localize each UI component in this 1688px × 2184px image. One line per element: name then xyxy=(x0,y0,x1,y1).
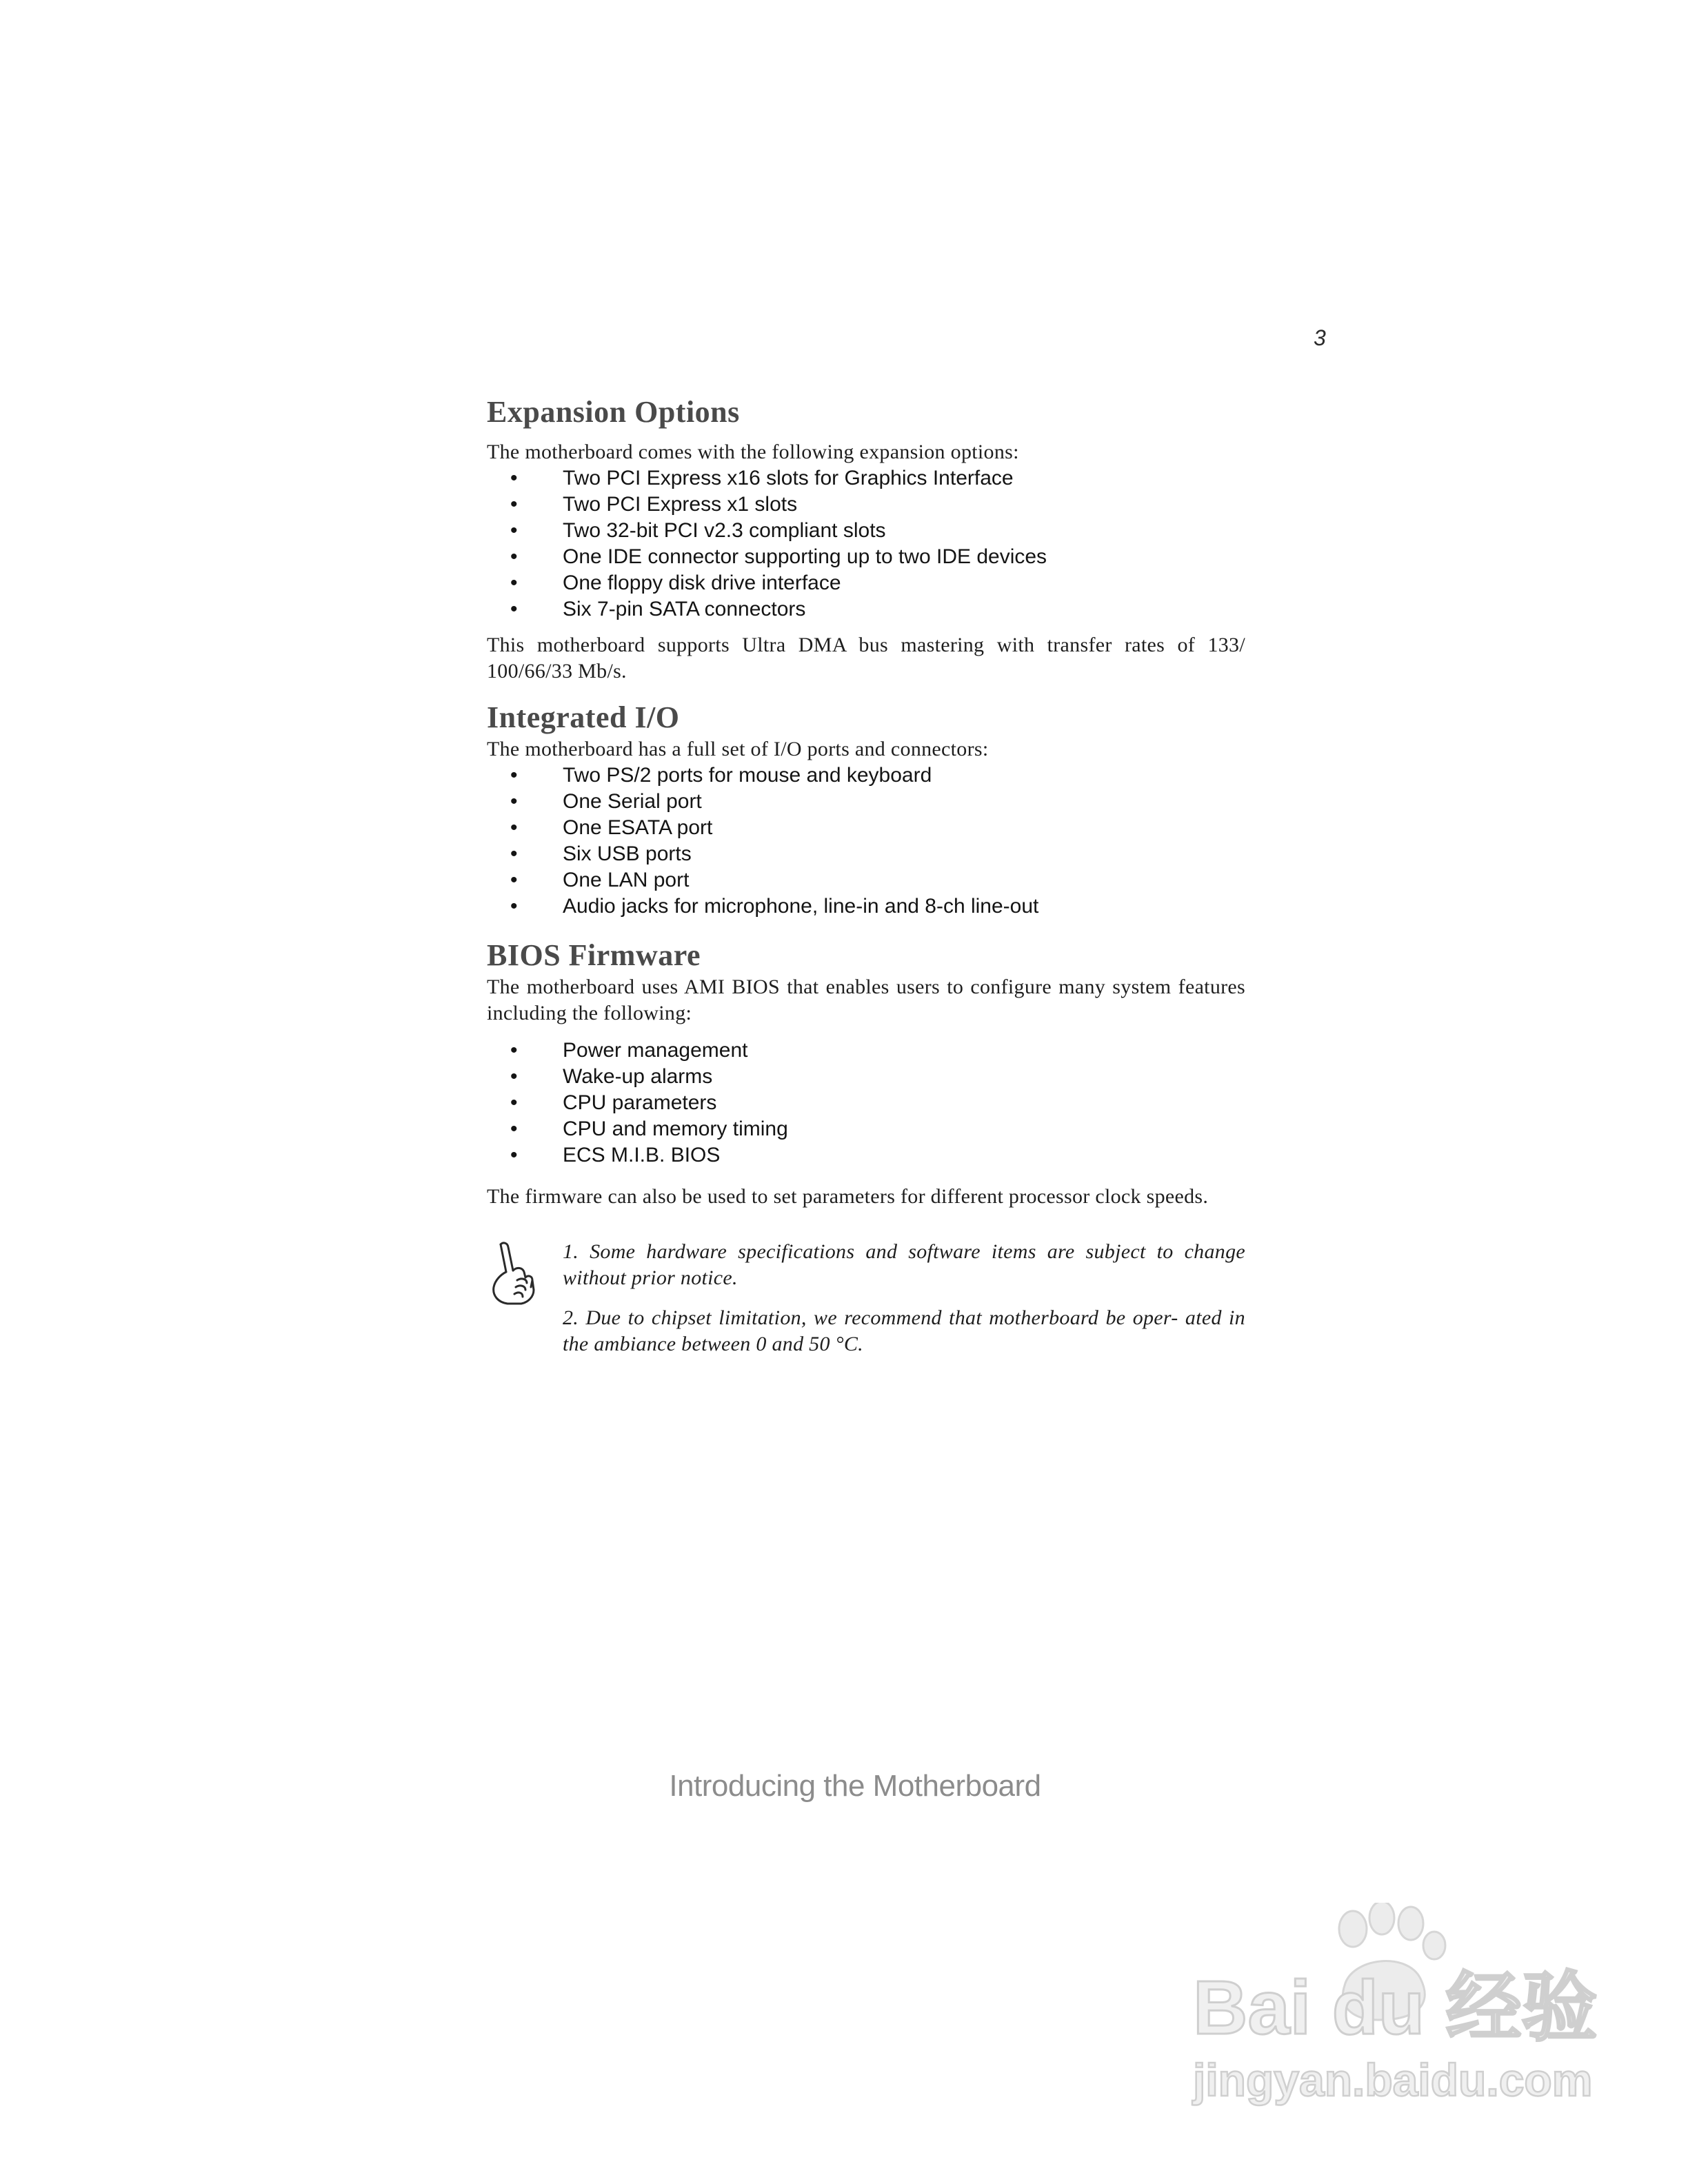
bullet-dot: • xyxy=(510,467,518,489)
section-integrated-io xyxy=(487,700,1245,920)
bullet-dot: • xyxy=(510,1118,518,1140)
bullet-dot: • xyxy=(510,816,518,839)
list-item: • One floppy disk drive interface xyxy=(487,570,1245,596)
bullet-dot: • xyxy=(510,493,518,516)
bullet-dot: • xyxy=(510,869,518,891)
list-item: • Power management xyxy=(487,1038,1245,1064)
list-item: • One LAN port xyxy=(487,867,1245,893)
bullet-dot: • xyxy=(510,1144,518,1166)
list-item: • Six USB ports xyxy=(487,841,1245,867)
list-item: • One Serial port xyxy=(487,789,1245,815)
list-item: • Two PCI Express x16 slots for Graphics Interface xyxy=(487,465,1245,492)
list-item: • Wake-up alarms xyxy=(487,1064,1245,1090)
list-item: • Two PCI Express x1 slots xyxy=(487,492,1245,518)
list-item: • ECS M.I.B. BIOS xyxy=(487,1142,1245,1169)
document-body xyxy=(487,394,1245,1371)
bullet-dot: • xyxy=(510,1065,518,1088)
note-text: 2. Due to chipset limitation, we recommend that motherboard be oper- ated in the ambiance between 0 and 50 °C. xyxy=(563,1306,1245,1355)
section-outro: This motherboard supports Ultra DMA bus mastering with transfer rates of 133/ 100/66/33 Mb/s. xyxy=(487,634,1245,682)
bullet-dot: • xyxy=(510,764,518,787)
bullet-list xyxy=(487,762,1245,920)
page-number: 3 xyxy=(1314,325,1326,350)
bullet-dot: • xyxy=(510,519,518,542)
bullet-dot: • xyxy=(510,1039,518,1062)
list-item: • CPU and memory timing xyxy=(487,1116,1245,1142)
watermark-brand: Bai du 经验 xyxy=(1193,1965,1598,2050)
section-heading: Expansion Options xyxy=(487,395,740,429)
list-item: • Audio jacks for microphone, line-in and 8-ch line-out xyxy=(487,893,1245,920)
bullet-dot: • xyxy=(510,895,518,918)
bullet-dot: • xyxy=(510,545,518,568)
list-item: • Two 32-bit PCI v2.3 compliant slots xyxy=(487,518,1245,544)
page-footer: Introducing the Motherboard xyxy=(669,1769,1041,1803)
list-item: • Two PS/2 ports for mouse and keyboard xyxy=(487,762,1245,789)
baidu-paw-icon xyxy=(1172,1903,1600,2110)
note-text: 1. Some hardware specifications and software items are subject to change without prior notice. xyxy=(563,1240,1245,1289)
note-block xyxy=(487,1239,1245,1357)
bullet-dot: • xyxy=(510,842,518,865)
section-outro: The firmware can also be used to set parameters for different processor clock speeds. xyxy=(487,1185,1209,1208)
list-item: • One ESATA port xyxy=(487,815,1245,841)
section-heading: Integrated I/O xyxy=(487,700,680,734)
section-expansion-options xyxy=(487,394,1245,685)
section-intro: The motherboard comes with the following expansion options: xyxy=(487,441,1019,463)
bullet-dot: • xyxy=(510,598,518,620)
section-intro: The motherboard uses AMI BIOS that enables users to configure many system features including the following: xyxy=(487,975,1245,1024)
bullet-list xyxy=(487,1038,1245,1169)
watermark-url: jingyan.baidu.com xyxy=(1193,2054,1593,2105)
bullet-list xyxy=(487,465,1245,623)
section-intro: The motherboard has a full set of I/O ports and connectors: xyxy=(487,738,989,760)
pointing-hand-icon xyxy=(485,1239,541,1308)
list-item: • Six 7-pin SATA connectors xyxy=(487,596,1245,623)
section-heading: BIOS Firmware xyxy=(487,938,701,972)
bullet-dot: • xyxy=(510,1091,518,1114)
section-bios-firmware xyxy=(487,938,1245,1210)
list-item: • One IDE connector supporting up to two IDE devices xyxy=(487,544,1245,570)
bullet-dot: • xyxy=(510,572,518,594)
bullet-dot: • xyxy=(510,790,518,813)
list-item: • CPU parameters xyxy=(487,1090,1245,1116)
